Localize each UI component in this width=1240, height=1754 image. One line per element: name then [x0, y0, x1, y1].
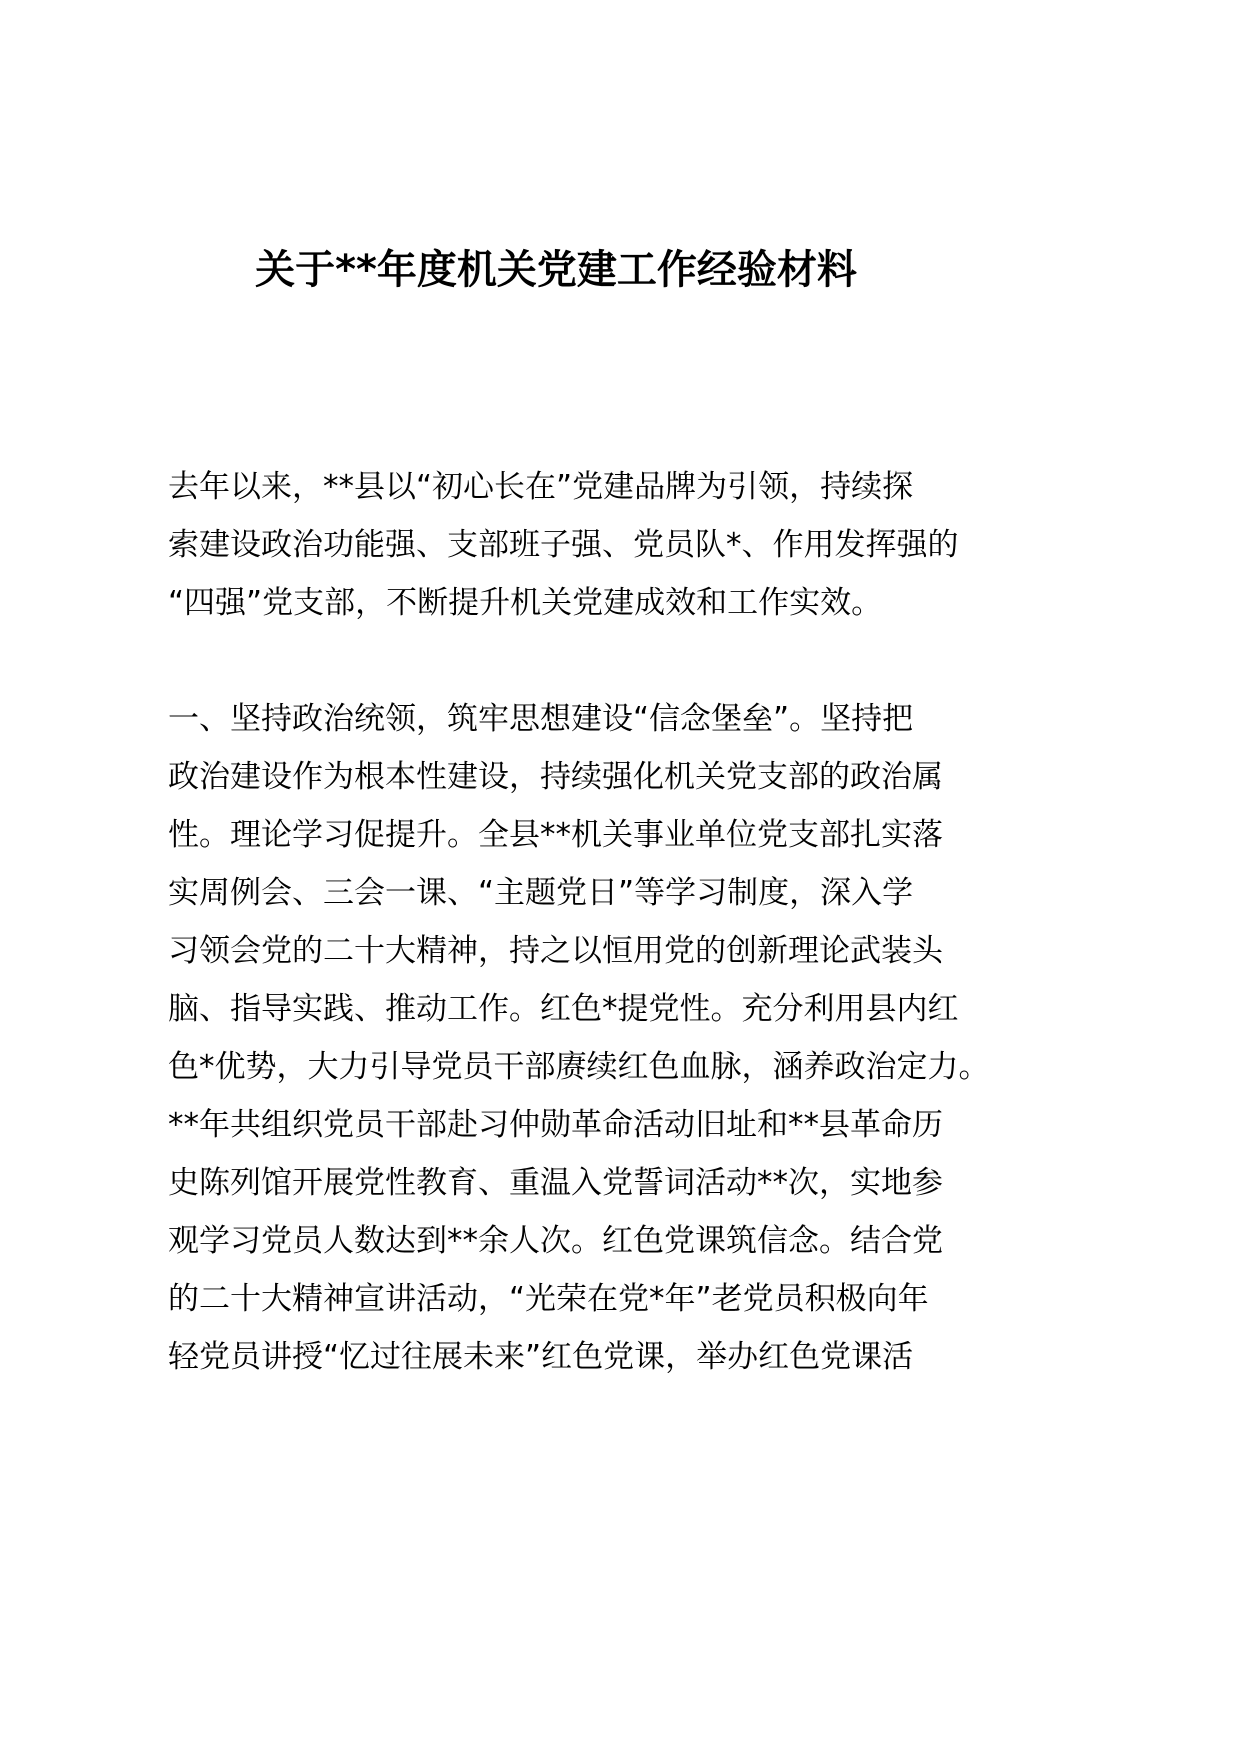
text-line: 史陈列馆开展党性教育、重温入党誓词活动**次，实地参	[168, 1165, 943, 1201]
paragraph-intro	[168, 458, 958, 632]
text-line: 的二十大精神宣讲活动，“光荣在党*年”老党员积极向年	[168, 1281, 929, 1317]
text-line: 色*优势，大力引导党员干部赓续红色血脉，涵养政治定力。	[168, 1049, 990, 1085]
text-line: 政治建设作为根本性建设，持续强化机关党支部的政治属	[168, 759, 943, 795]
text-line: 脑、指导实践、推动工作。红色*提党性。充分利用县内红	[168, 991, 959, 1027]
text-line: 习领会党的二十大精神，持之以恒用党的创新理论武装头	[168, 933, 943, 969]
text-line: 一、坚持政治统领，筑牢思想建设“信念堡垒”。坚持把	[168, 701, 914, 737]
text-line: 观学习党员人数达到**余人次。红色党课筑信念。结合党	[168, 1223, 943, 1259]
paragraph-section-one	[168, 690, 990, 1386]
text-line: “四强”党支部，不断提升机关党建成效和工作实效。	[168, 585, 883, 621]
text-line: 索建设政治功能强、支部班子强、党员队*、作用发挥强的	[168, 527, 959, 563]
text-line: 实周例会、三会一课、“主题党日”等学习制度，深入学	[168, 875, 914, 911]
text-line: **年共组织党员干部赴习仲勋革命活动旧址和**县革命历	[168, 1107, 943, 1143]
text-line: 性。理论学习促提升。全县**机关事业单位党支部扎实落	[168, 817, 943, 853]
document-title: 关于**年度机关党建工作经验材料	[255, 247, 857, 293]
text-line: 轻党员讲授“忆过往展未来”红色党课，举办红色党课活	[168, 1339, 914, 1375]
text-line: 去年以来，**县以“初心长在”党建品牌为引领，持续探	[168, 469, 914, 505]
